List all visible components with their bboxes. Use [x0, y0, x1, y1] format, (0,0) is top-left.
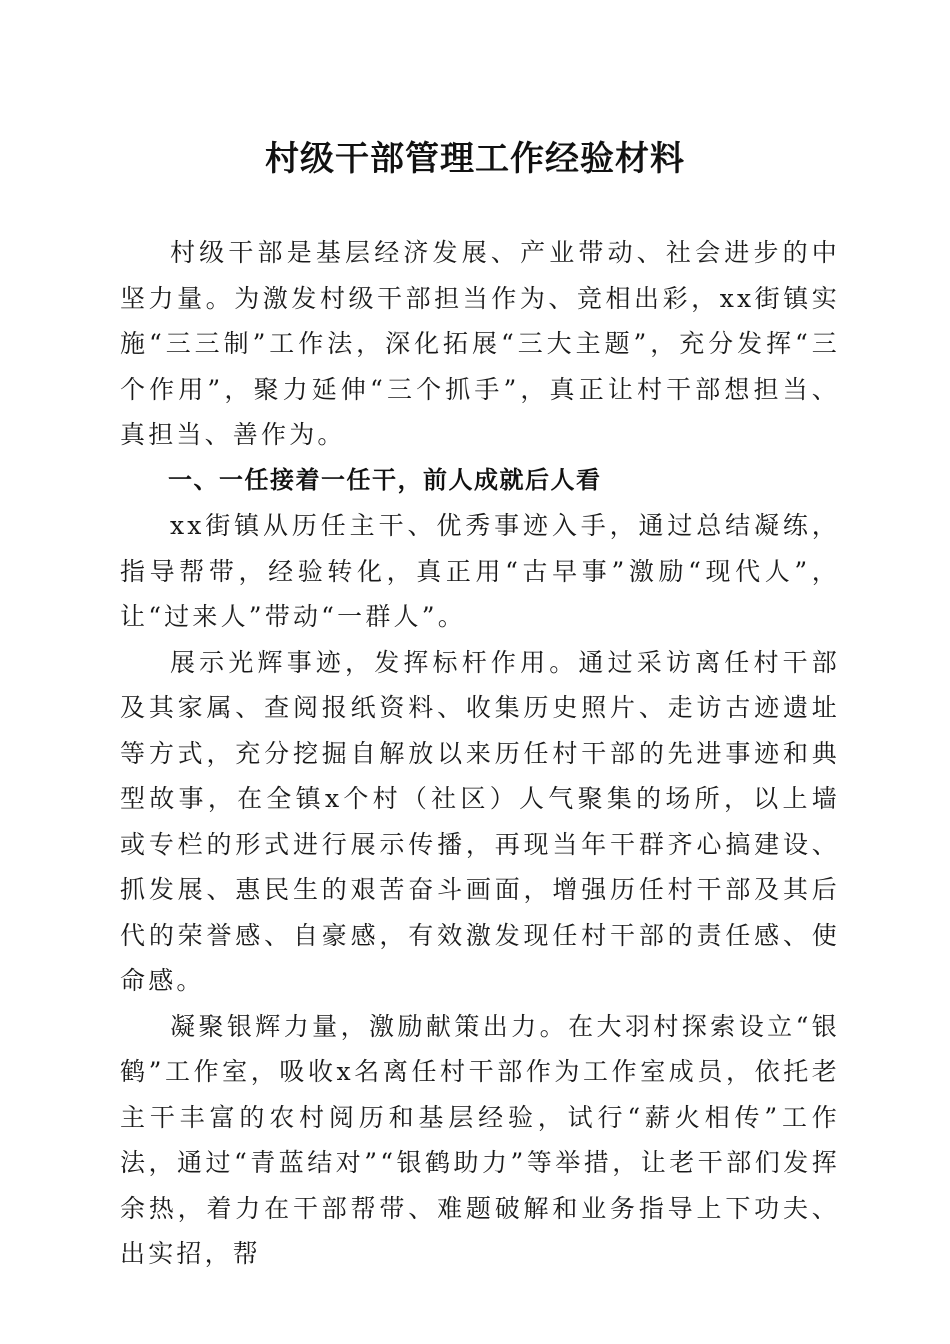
section-1-paragraph-silver: 凝聚银辉力量，激励献策出力。在大羽村探索设立“银鹤”工作室，吸收x名离任村干部作为工作室成员，依托老主干丰富的农村阅历和基层经验，试行“薪火相传”工作法，通过“青蓝结对”“银鹤助力”等举措，让老干部们发挥余热，着力在干部帮带、难题破解和业务指导上下功夫、出实招，帮: [120, 1011, 840, 1268]
section-1-paragraph-showcase: 展示光辉事迹，发挥标杆作用。通过采访离任村干部及其家属、查阅报纸资料、收集历史照片、走访古迹遗址等方式，充分挖掘自解放以来历任村干部的先进事迹和典型故事，在全镇x个村（社区）人气聚集的场所，以上墙或专栏的形式进行展示传播，再现当年干群齐心搞建设、抓发展、惠民生的艰苦奋斗画面，增强历任村干部及其后代的荣誉感、自豪感，有效激发现任村干部的责任感、使命感。: [120, 647, 840, 995]
section-heading-1: 一、一任接着一任干，前人成就后人看: [168, 465, 602, 494]
document-body: [120, 230, 840, 1277]
document-title: 村级干部管理工作经验材料: [265, 139, 685, 179]
section-1-intro-paragraph: xx街镇从历任主干、优秀事迹入手，通过总结凝练，指导帮带，经验转化，真正用“古早事”激励“现代人”，让“过来人”带动“一群人”。: [120, 511, 840, 631]
intro-paragraph: 村级干部是基层经济发展、产业带动、社会进步的中坚力量。为激发村级干部担当作为、竞相出彩，xx街镇实施“三三制”工作法，深化拓展“三大主题”，充分发挥“三个作用”，聚力延伸“三个抓手”，真正让村干部想担当、真担当、善作为。: [120, 238, 840, 449]
